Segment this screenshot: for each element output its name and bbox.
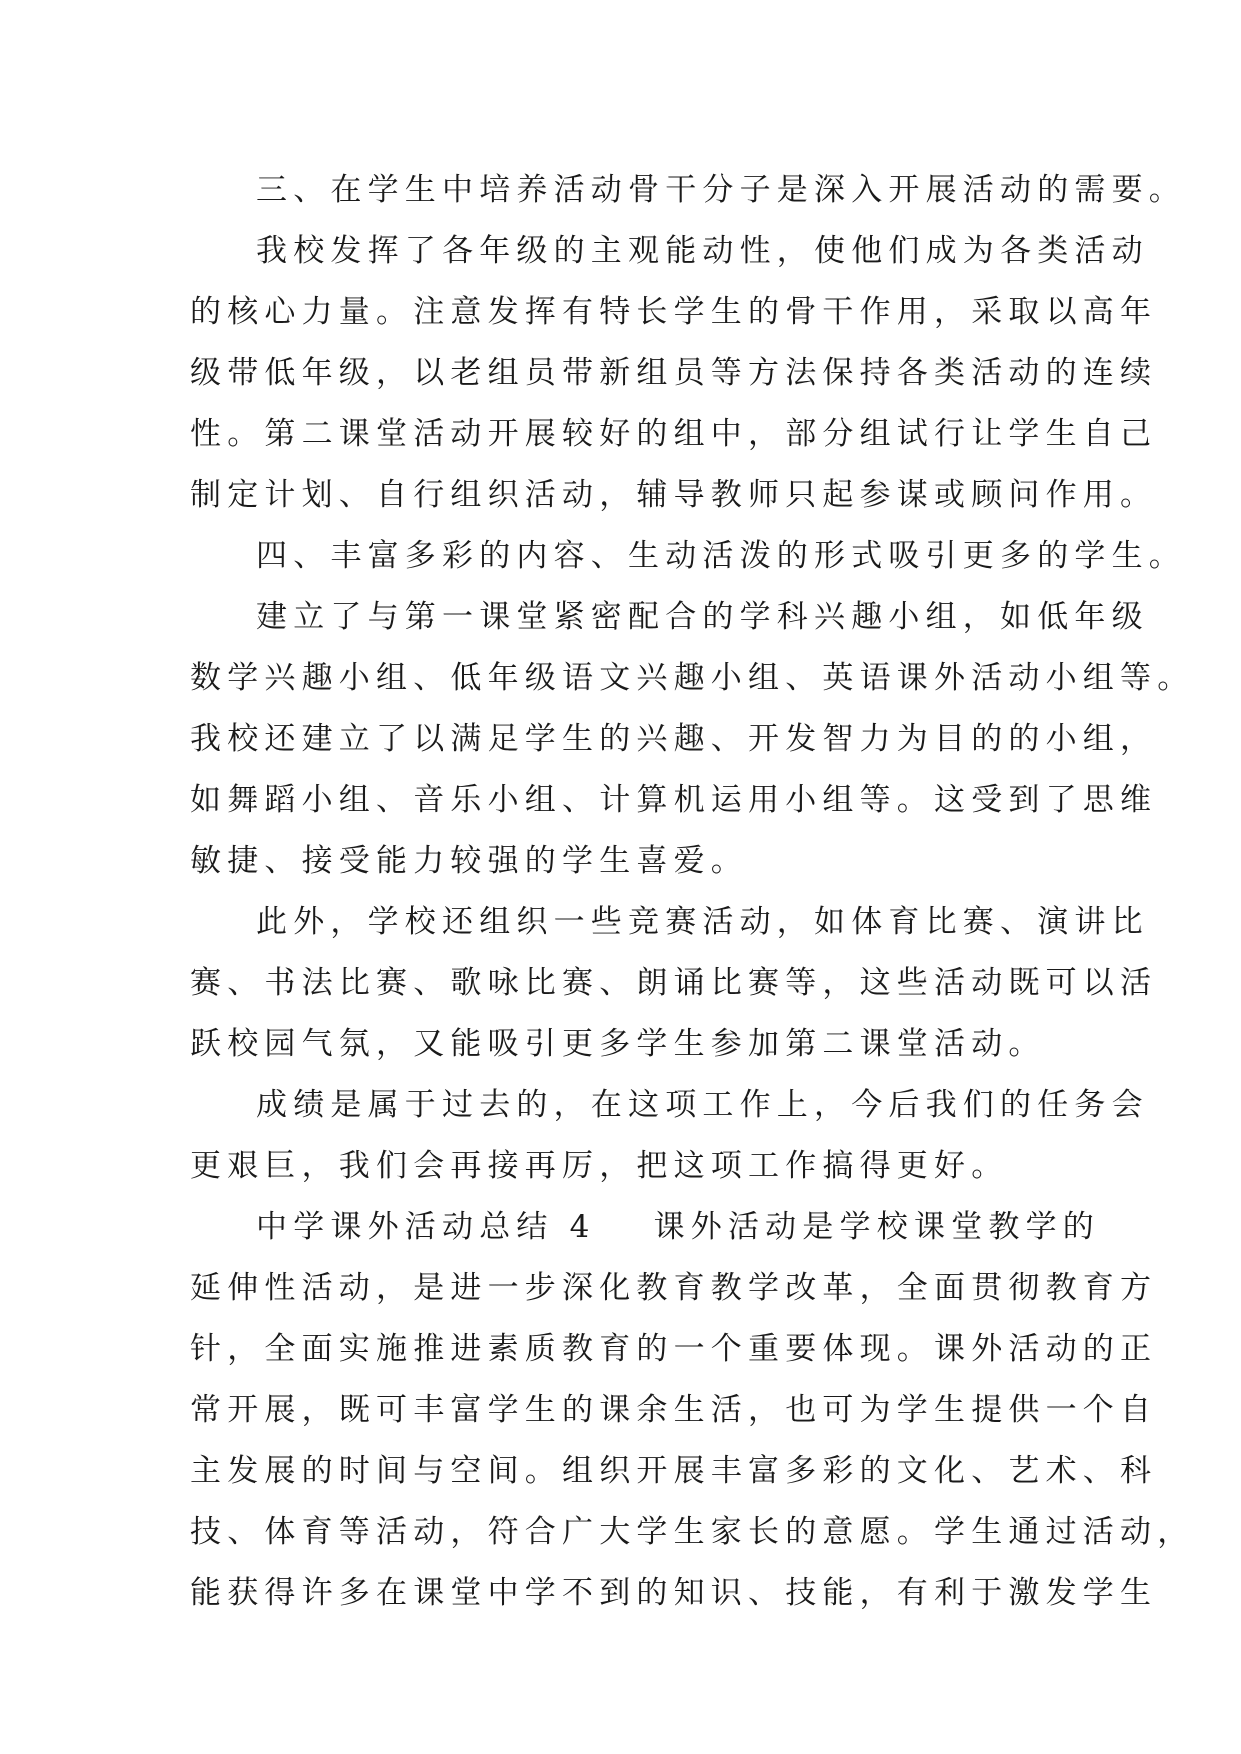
section-first-line [190,1197,1100,1258]
paragraph-line: 的核心力量。注意发挥有特长学生的骨干作用，采取以高年 [190,294,1158,330]
paragraph-line: 我校还建立了以满足学生的兴趣、开发智力为目的的小组， [190,721,1158,757]
paragraph-heading-three: 三、在学生中培养活动骨干分子是深入开展活动的需要。 [256,172,1186,208]
paragraph-heading-four: 四、丰富多彩的内容、生动活泼的形式吸引更多的学生。 [256,538,1186,574]
paragraph-line: 如舞蹈小组、音乐小组、计算机运用小组等。这受到了思维 [190,782,1158,818]
paragraph-line: 成绩是属于过去的，在这项工作上，今后我们的任务会 [256,1087,1149,1123]
paragraph-line: 能获得许多在课堂中学不到的知识、技能，有利于激发学生 [190,1575,1158,1611]
paragraph-line: 针，全面实施推进素质教育的一个重要体现。课外活动的正 [190,1331,1158,1367]
paragraph-line: 跃校园气氛，又能吸引更多学生参加第二课堂活动。 [190,1026,1046,1062]
paragraph-line: 赛、书法比赛、歌咏比赛、朗诵比赛等，这些活动既可以活 [190,965,1158,1001]
document-body [190,160,1195,1624]
paragraph-line: 级带低年级，以老组员带新组员等方法保持各类活动的连续 [190,355,1158,391]
paragraph-line: 技、体育等活动，符合广大学生家长的意愿。学生通过活动， [190,1514,1195,1550]
paragraph-line: 制定计划、自行组织活动，辅导教师只起参谋或顾问作用。 [190,477,1158,513]
paragraph-line: 更艰巨，我们会再接再厉，把这项工作搞得更好。 [190,1148,1009,1184]
paragraph-line: 我校发挥了各年级的主观能动性，使他们成为各类活动 [256,233,1149,269]
paragraph-line: 数学兴趣小组、低年级语文兴趣小组、英语课外活动小组等。 [190,660,1195,696]
paragraph-line: 此外，学校还组织一些竞赛活动，如体育比赛、演讲比 [256,904,1149,940]
paragraph-line: 建立了与第一课堂紧密配合的学科兴趣小组，如低年级 [256,599,1149,635]
paragraph-line: 主发展的时间与空间。组织开展丰富多彩的文化、艺术、科 [190,1453,1158,1489]
paragraph-line: 性。第二课堂活动开展较好的组中，部分组试行让学生自己 [190,416,1158,452]
paragraph-line: 延伸性活动，是进一步深化教育教学改革，全面贯彻教育方 [190,1270,1158,1306]
paragraph-line: 常开展，既可丰富学生的课余生活，也可为学生提供一个自 [190,1392,1158,1428]
paragraph-line: 敏捷、接受能力较强的学生喜爱。 [190,843,748,879]
section-title: 中学课外活动总结 4 [256,1209,596,1245]
section-first-line-text: 课外活动是学校课堂教学的 [653,1209,1100,1245]
